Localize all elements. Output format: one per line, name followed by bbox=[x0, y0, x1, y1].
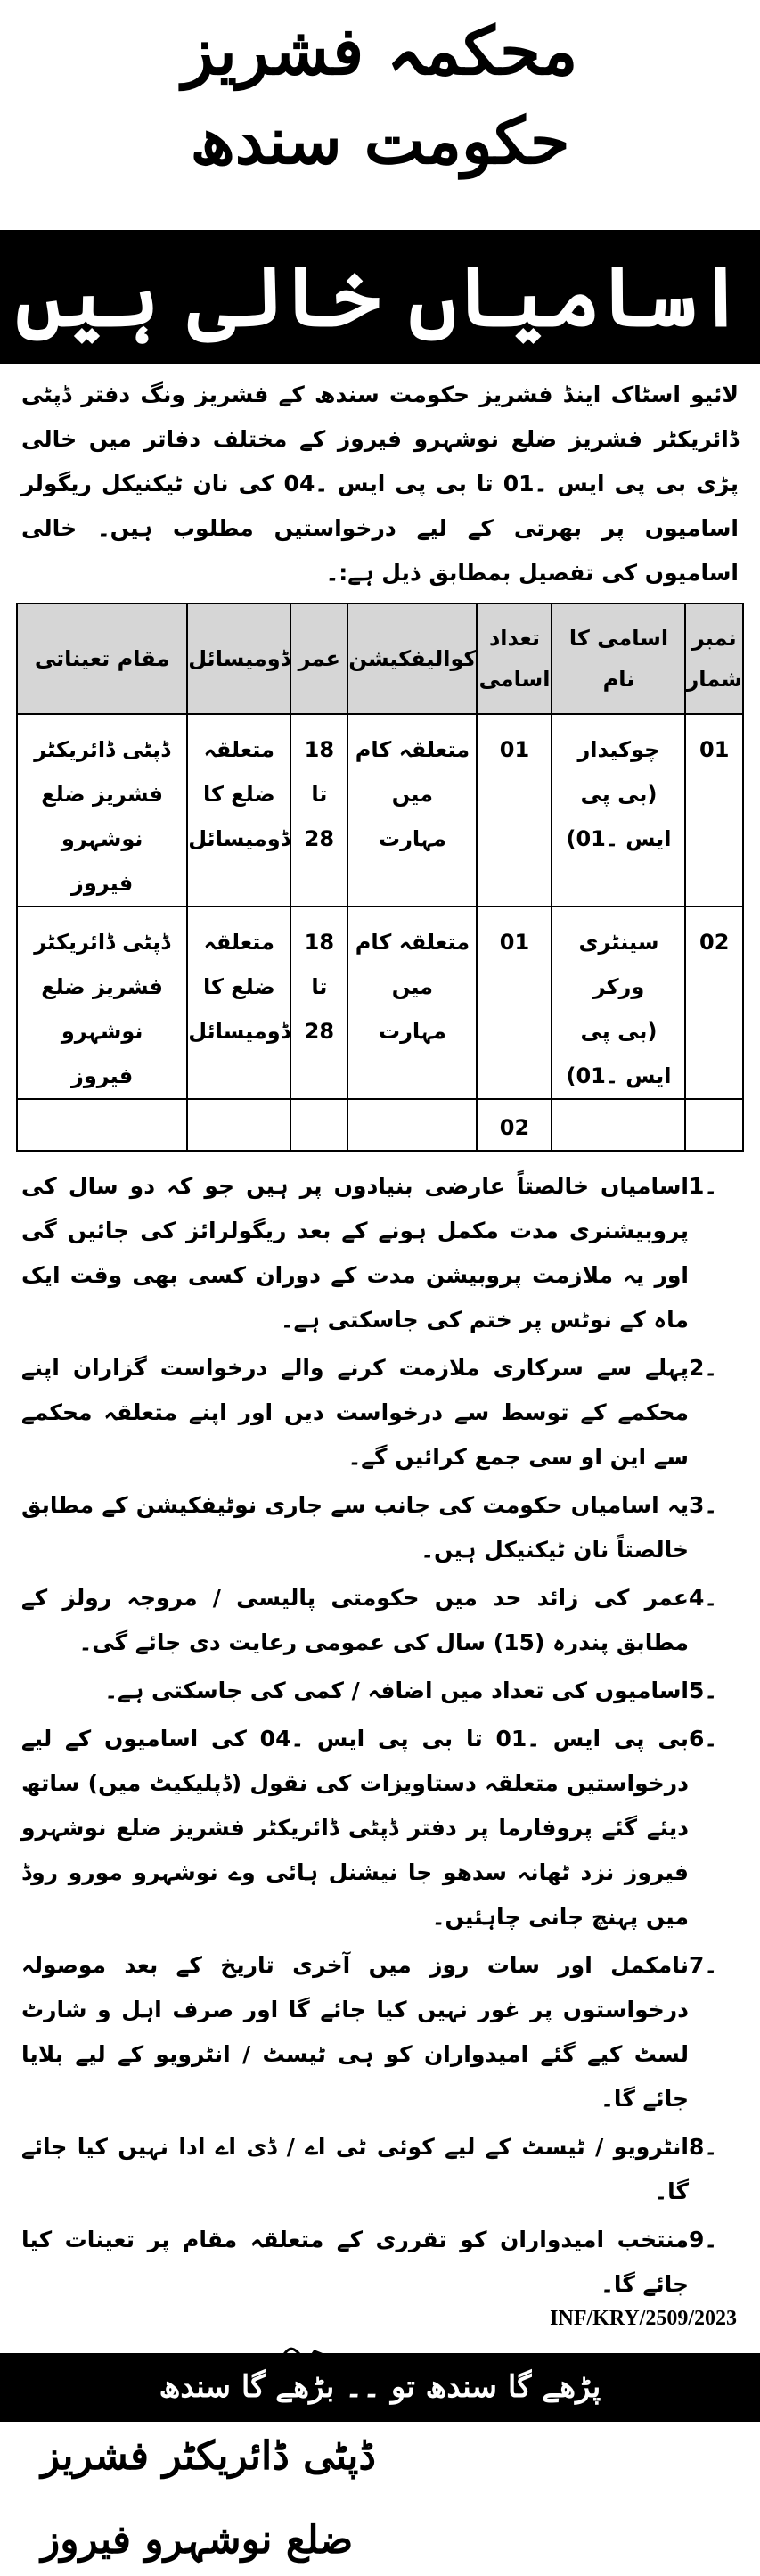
post-line: ایس ۔01) bbox=[566, 826, 672, 851]
row-sno: 02 bbox=[685, 907, 743, 1099]
domicile-line: ضلع کا bbox=[202, 782, 275, 807]
row-domicile bbox=[187, 907, 290, 1099]
condition-item bbox=[21, 2218, 739, 2307]
total-empty bbox=[347, 1099, 477, 1151]
condition-item bbox=[21, 1717, 739, 1940]
table-row bbox=[17, 714, 743, 907]
total-count: 02 bbox=[477, 1099, 552, 1151]
signatory-designation: ڈپٹی ڈائریکٹر فشریز bbox=[41, 2433, 376, 2479]
row-qualification bbox=[347, 907, 477, 1099]
condition-number: 8۔ bbox=[689, 2134, 718, 2160]
signatory-district: ضلع نوشہرو فیروز bbox=[41, 2517, 354, 2563]
condition-number: 6۔ bbox=[689, 1726, 718, 1752]
age-line: 18 bbox=[304, 930, 335, 955]
qualification-line: میں bbox=[391, 782, 434, 807]
row-domicile bbox=[187, 714, 290, 907]
table-row bbox=[17, 907, 743, 1099]
government-title: حکومت سندھ bbox=[190, 103, 570, 178]
table-header-row bbox=[17, 603, 743, 714]
condition-number: 5۔ bbox=[689, 1678, 718, 1703]
vacancies-banner: اسامیاں خالی ہیں bbox=[0, 230, 760, 364]
condition-number: 3۔ bbox=[689, 1492, 718, 1518]
total-empty bbox=[552, 1099, 685, 1151]
domicile-line: متعلقہ bbox=[203, 930, 274, 955]
posting-line: فشریز ضلع نوشہرو bbox=[41, 974, 163, 1044]
post-line: ایس ۔01) bbox=[566, 1063, 672, 1088]
row-age bbox=[290, 907, 347, 1099]
table-total-row bbox=[17, 1099, 743, 1151]
condition-item bbox=[21, 1943, 739, 2121]
condition-number: 4۔ bbox=[689, 1585, 718, 1611]
header-posting: مقام تعیناتی bbox=[17, 603, 187, 714]
row-posting bbox=[17, 714, 187, 907]
row-posting bbox=[17, 907, 187, 1099]
vacancies-table bbox=[16, 603, 744, 1152]
header bbox=[16, 0, 744, 185]
qualification-line: متعلقہ کام bbox=[355, 930, 470, 955]
age-line: 28 bbox=[304, 826, 335, 851]
row-count: 01 bbox=[477, 714, 552, 907]
condition-number: 9۔ bbox=[689, 2227, 718, 2252]
header-count: تعداد اسامی bbox=[477, 603, 552, 714]
condition-item bbox=[21, 1164, 739, 1342]
post-line: (بی پی bbox=[580, 1019, 658, 1044]
row-count: 01 bbox=[477, 907, 552, 1099]
condition-text: انٹرویو / ٹیسٹ کے لیے کوئی ٹی اے / ڈی اے ادا نہیں کیا جائے گا۔ bbox=[21, 2134, 689, 2204]
condition-text: عمر کی زائد حد میں حکومتی پالیسی / مروجہ رولز کے مطابق پندرہ (15) سال کی عمومی رعایت دی جائے گی۔ bbox=[21, 1585, 689, 1655]
reference-number: INF/KRY/2509/2023 bbox=[550, 2307, 737, 2330]
qualification-line: مہارت bbox=[378, 1019, 446, 1044]
slogan-bar: پڑھے گا سندھ تو ۔۔ بڑھے گا سندھ bbox=[0, 2353, 760, 2422]
condition-text: نامکمل اور سات روز میں آخری تاریخ کے بعد موصولہ درخواستوں پر غور نہیں کیا جائے گا اور صرف اہل و شارٹ لسٹ کیے گئے امیدواران کو ہی ٹیسٹ / انٹرویو کے لیے بلایا جائے گا۔ bbox=[21, 1952, 689, 2112]
conditions-list bbox=[16, 1152, 744, 2307]
condition-number: 7۔ bbox=[689, 1952, 718, 1978]
condition-text: پہلے سے سرکاری ملازمت کرنے والے درخواست گزاران اپنے محکمے کے توسط سے درخواست دیں اور اپنے متعلقہ محکمے سے این او سی جمع کرائیں گے۔ bbox=[21, 1355, 689, 1470]
domicile-line: ڈومیسائل bbox=[188, 826, 290, 851]
domicile-line: ضلع کا bbox=[202, 974, 275, 999]
header-post: اسامی کا نام bbox=[552, 603, 685, 714]
qualification-line: متعلقہ کام bbox=[355, 737, 470, 762]
condition-text: یہ اسامیاں حکومت کی جانب سے جاری نوٹیفکیشن کے مطابق خالصتاً نان ٹیکنیکل ہیں۔ bbox=[21, 1492, 689, 1563]
row-qualification bbox=[347, 714, 477, 907]
total-empty bbox=[290, 1099, 347, 1151]
total-empty bbox=[685, 1099, 743, 1151]
domicile-line: ڈومیسائل bbox=[188, 1019, 290, 1044]
header-qualification: کوالیفکیشن bbox=[347, 603, 477, 714]
age-line: تا bbox=[311, 974, 328, 999]
posting-line: فیروز bbox=[71, 1063, 134, 1088]
post-line: چوکیدار bbox=[577, 737, 660, 762]
row-post bbox=[552, 714, 685, 907]
row-age bbox=[290, 714, 347, 907]
condition-text: اسامیاں خالصتاً عارضی بنیادوں پر ہیں جو کہ دو سال کی پروبیشنری مدت مکمل ہونے کے بعد ریگولرائز کی جائیں گی اور یہ ملازمت پروبیشن مدت کے دوران کسی بھی وقت ایک ماہ کے نوٹس پر ختم کی جاسکتی ہے۔ bbox=[21, 1173, 689, 1333]
condition-item bbox=[21, 2125, 739, 2214]
qualification-line: میں bbox=[391, 974, 434, 999]
age-line: 28 bbox=[304, 1019, 335, 1044]
condition-item bbox=[21, 1483, 739, 1572]
domicile-line: متعلقہ bbox=[203, 737, 274, 762]
posting-line: فیروز bbox=[71, 871, 134, 896]
condition-number: 2۔ bbox=[689, 1355, 718, 1381]
posting-line: ڈپٹی ڈائریکٹر bbox=[34, 737, 170, 762]
intro-paragraph: لائیو اسٹاک اینڈ فشریز حکومت سندھ کے فشریز ونگ دفتر ڈپٹی ڈائریکٹر فشریز ضلع نوشہرو فیروز کے مختلف دفاتر میں خالی پڑی بی پی ایس ۔01 تا بی پی ایس ۔04 کی نان ٹیکنیکل ریگولر اسامیوں پر بھرتی کے لیے درخواستیں مطلوب ہیں۔ خالی اسامیوں کی تفصیل بمطابق ذیل ہے:۔ bbox=[21, 381, 739, 586]
condition-number: 1۔ bbox=[689, 1173, 718, 1199]
condition-text: منتخب امیدواران کو تقرری کے متعلقہ مقام پر تعینات کیا جائے گا۔ bbox=[21, 2227, 689, 2297]
header-sno: نمبر شمار bbox=[685, 603, 743, 714]
qualification-line: مہارت bbox=[378, 826, 446, 851]
condition-text: بی پی ایس ۔01 تا بی پی ایس ۔04 کی اسامیوں کے لیے درخواستیں متعلقہ دستاویزات کی نقول (ڈپلیکیٹ میں) ساتھ دیئے گئے پروفارما پر دفتر ڈپٹی ڈائریکٹر فشریز ضلع نوشہرو فیروز نزد ٹھانہ سدھو جا نیشنل ہائی وے نوشہرو مورو روڈ میں پہنچ جانی چاہئیں۔ bbox=[21, 1726, 689, 1930]
condition-item bbox=[21, 1346, 739, 1480]
age-line: 18 bbox=[304, 737, 335, 762]
row-post bbox=[552, 907, 685, 1099]
posting-line: فشریز ضلع نوشہرو bbox=[41, 782, 163, 851]
post-line: (بی پی bbox=[580, 782, 658, 807]
condition-text: اسامیوں کی تعداد میں اضافہ / کمی کی جاسکتی ہے۔ bbox=[104, 1678, 689, 1703]
condition-item bbox=[21, 1669, 739, 1713]
post-line: سینٹری ورکر bbox=[578, 930, 659, 999]
row-sno: 01 bbox=[685, 714, 743, 907]
total-empty bbox=[17, 1099, 187, 1151]
posting-line: ڈپٹی ڈائریکٹر bbox=[34, 930, 170, 955]
header-age: عمر bbox=[290, 603, 347, 714]
age-line: تا bbox=[311, 782, 328, 807]
total-empty bbox=[187, 1099, 290, 1151]
condition-item bbox=[21, 1576, 739, 1665]
header-domicile: ڈومیسائل bbox=[187, 603, 290, 714]
department-title: محکمہ فشریز bbox=[182, 13, 578, 90]
